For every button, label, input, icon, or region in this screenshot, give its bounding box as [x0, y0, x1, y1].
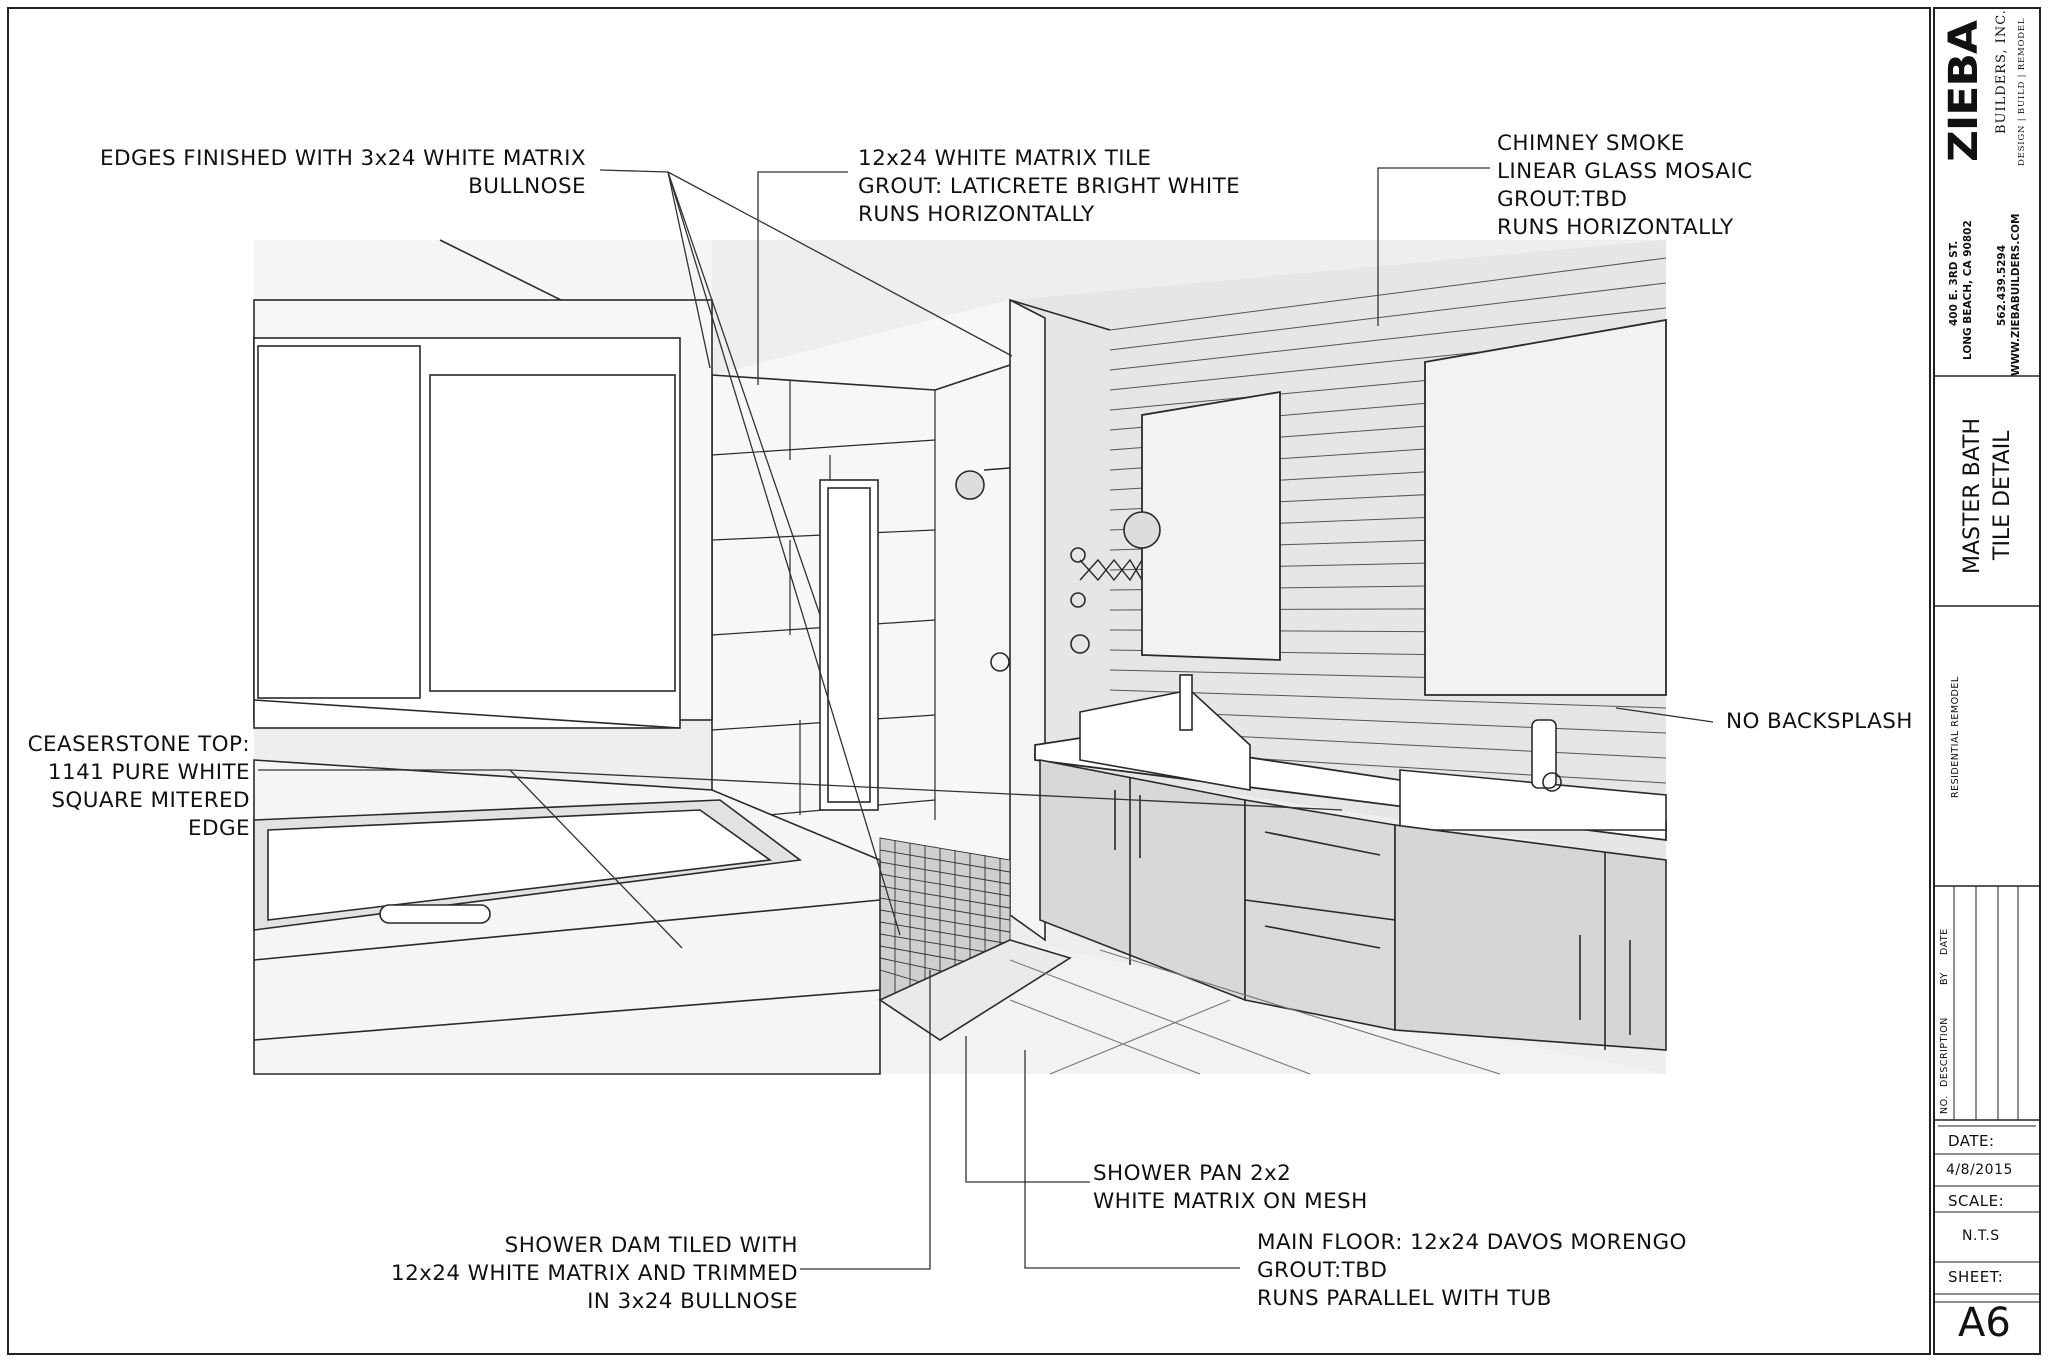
callout-line: 1141 PURE WHITE [47, 760, 250, 785]
callout-countertop [8, 731, 250, 843]
company-address-line-2: LONG BEACH, CA 90802 [1962, 220, 1974, 360]
callout-line: MAIN FLOOR: 12x24 DAVOS MORENGO [1257, 1230, 1687, 1255]
project-name: RESIDENTIAL REMODEL [1950, 676, 1961, 798]
company-subname: BUILDERS, INC. [1994, 9, 2009, 134]
scale-value: N.T.S [1962, 1228, 2000, 1244]
callout-line: EDGES FINISHED WITH 3x24 WHITE MATRIX [100, 146, 586, 171]
callout-line: EDGE [188, 816, 250, 841]
callout-line: RUNS PARALLEL WITH TUB [1257, 1286, 1552, 1311]
callout-line: CEASERSTONE TOP: [27, 732, 250, 757]
callout-wall-tile [858, 145, 1240, 229]
callout-line: CHIMNEY SMOKE [1497, 131, 1685, 156]
company-tagline: DESIGN | BUILD | REMODEL [2017, 17, 2027, 166]
company-name: ZIEBA [1940, 21, 1987, 162]
callout-line: BULLNOSE [468, 174, 586, 199]
company-address-line-1: 400 E. 3RD ST. [1948, 240, 1960, 326]
revision-header-no: NO. [1939, 1095, 1950, 1114]
callout-shower-pan [1093, 1160, 1368, 1216]
sheet-title-line-1: MASTER BATH [1960, 417, 1985, 574]
sheet-title-line-2: TILE DETAIL [1990, 430, 2015, 560]
company-phone: 562.439.5294 [1996, 244, 2008, 326]
sheet-label: SHEET: [1948, 1268, 2004, 1286]
callout-glass-mosaic [1497, 130, 1753, 242]
callout-edges-bullnose [58, 145, 586, 201]
callout-no-backsplash [1726, 708, 1913, 736]
revision-header-description: DESCRIPTION [1939, 1017, 1950, 1087]
callout-line: 12x24 WHITE MATRIX TILE [858, 146, 1152, 171]
callout-shower-dam [370, 1232, 798, 1316]
date-value: 4/8/2015 [1946, 1162, 2013, 1178]
callout-line: SHOWER PAN 2x2 [1093, 1161, 1292, 1186]
callout-main-floor [1257, 1229, 1687, 1313]
date-label: DATE: [1948, 1132, 1995, 1150]
revision-header-by: BY [1939, 972, 1950, 985]
callout-line: SHOWER DAM TILED WITH [504, 1233, 798, 1258]
callout-line: IN 3x24 BULLNOSE [587, 1289, 798, 1314]
company-website: WWW.ZIEBABUILDERS.COM [2010, 213, 2022, 376]
callout-line: GROUT: LATICRETE BRIGHT WHITE [858, 174, 1241, 199]
scale-label: SCALE: [1948, 1192, 2005, 1210]
callout-line: NO BACKSPLASH [1726, 709, 1913, 734]
callout-line: GROUT:TBD [1257, 1258, 1388, 1283]
revision-header-date: DATE [1939, 928, 1950, 955]
callout-line: 12x24 WHITE MATRIX AND TRIMMED [391, 1261, 798, 1286]
callout-line: LINEAR GLASS MOSAIC [1497, 159, 1753, 184]
sheet-number: A6 [1958, 1300, 2011, 1346]
callout-line: WHITE MATRIX ON MESH [1093, 1189, 1368, 1214]
callout-line: SQUARE MITERED [51, 788, 250, 813]
callout-line: GROUT:TBD [1497, 187, 1628, 212]
company-logo [1936, 9, 2038, 174]
bathroom-perspective-rendering [254, 240, 1666, 1074]
callout-line: RUNS HORIZONTALLY [858, 202, 1095, 227]
callout-line: RUNS HORIZONTALLY [1497, 215, 1734, 240]
